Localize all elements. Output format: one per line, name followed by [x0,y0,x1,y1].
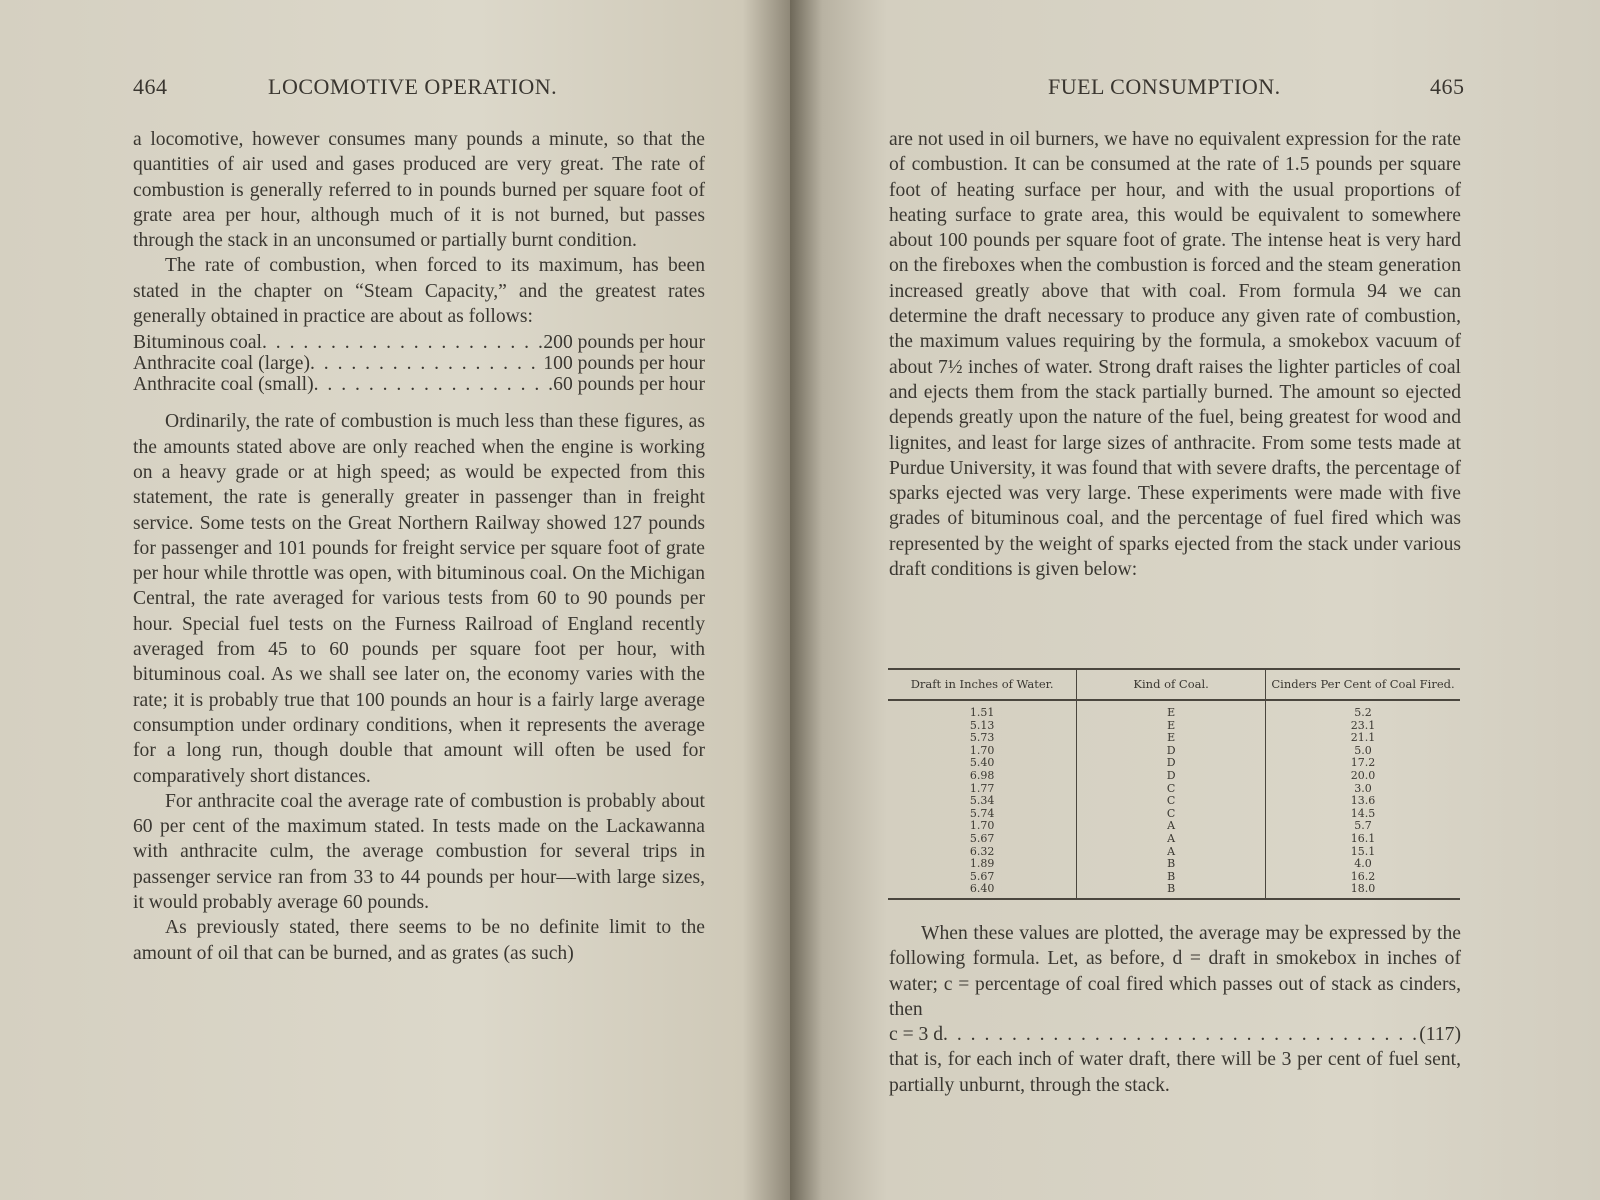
paragraph: Ordinarily, the rate of combustion is much less than these figures, as the amounts stated above are only reached when the engine is working on a heavy grade or at high speed; as would be expected from this statement, the rate is generally greater in passenger than in freight service. Some tests on the Great Northern Railway showed 127 pounds for passenger and 101 pounds for freight service per square foot of grate per hour while throttle was open, with bituminous coal. On the Michigan Central, the rate averaged for various tests from 60 to 90 pounds per hour. Special fuel tests on the Furness Railroad of England recently averaged from 45 to 60 pounds per square foot per hour, with bituminous coal. As we shall see later on, the economy varies with the rate; it is probably true that 100 pounds an hour is a fairly large average consumption under ordinary conditions, when it represents the average for a long run, though double that amount will often be used for comparatively short distances. [133,411,705,787]
draft-cell: 6.98 [888,770,1077,783]
cinders-cell: 5.2 [1354,706,1372,719]
rate-row [133,374,705,395]
running-head: LOCOMOTIVE OPERATION. [268,74,558,99]
rate-value: 200 pounds per hour [543,332,705,354]
draft-cell: 5.67 [888,833,1077,846]
paragraph: The rate of combustion, when forced to its maximum, has been stated in the chapter on “Steam Capacity,” and the greatest rates generally obtained in practice are about as follows: [133,255,705,328]
dot-leader [310,353,543,374]
coal-cell: C [1077,783,1266,796]
coal-cell: C [1077,808,1266,821]
draft-cell: 1.70 [888,745,1077,758]
cinders-cell: 18.0 [1266,883,1461,899]
cinders-table [888,668,1460,900]
draft-cell: 1.77 [888,783,1077,796]
paragraph: that is, for each inch of water draft, there will be 3 per cent of fuel sent, partially unburnt, through the stack. [889,1049,1461,1096]
paragraph: a locomotive, however consumes many pounds a minute, so that the quantities of air used and gases produced are very great. The rate of combustion is generally referred to in pounds burned per square foot of grate area per hour, although much of it is not burned, but passes through the stack in an unconsumed or partially burnt condition. [133,129,705,252]
rate-label: Anthracite coal (small) [133,374,314,396]
cinders-cell: 17.2 [1350,756,1376,770]
cinders-cell: 3.0 [1354,781,1372,795]
dot-leader [314,374,554,395]
draft-cell: 5.74 [888,808,1077,821]
cinders-cell: 14.5 [1350,806,1376,820]
table-row [888,833,1460,846]
draft-cell: 1.51 [888,700,1077,720]
right-body-bottom [889,921,1461,1098]
page-number: 465 [1430,74,1465,99]
draft-cell: 5.34 [888,795,1077,808]
draft-cell: 6.40 [888,883,1077,899]
running-head: FUEL CONSUMPTION. [1048,74,1281,99]
coal-cell: D [1077,745,1266,758]
formula-expression: c = 3 d [889,1024,944,1046]
rate-label: Anthracite coal (large) [133,353,310,375]
cinders-cell: 4.0 [1354,857,1372,871]
left-page [0,0,790,1200]
column-header: Kind of Coal. [1077,669,1266,700]
draft-cell: 5.40 [888,757,1077,770]
cinders-cell: 13.6 [1350,794,1376,808]
coal-cell: E [1077,700,1266,720]
draft-cell: 5.13 [888,720,1077,733]
draft-cell: 1.89 [888,858,1077,871]
coal-cell: B [1077,883,1266,899]
coal-cell: D [1077,770,1266,783]
cinders-cell: 20.0 [1350,768,1376,782]
coal-cell: B [1077,871,1266,884]
left-body [133,127,705,966]
cinders-cell: 5.7 [1354,819,1372,833]
draft-cell: 6.32 [888,846,1077,859]
dot-leader [262,332,543,353]
paragraph: are not used in oil burners, we have no equivalent expression for the rate of combustion. It can be consumed at the rate of 1.5 pounds per square foot of heating surface per hour, and with the usual proportions of heating surface to grate area, this would be equivalent to somewhere about 100 pounds per square foot of grate. The intense heat is very hard on the fireboxes when the combustion is forced and the steam generation increased greatly above that with coal. From formula 94 we can determine the draft necessary to produce any given rate of combustion, the maximum values requiring by the formula, a smokebox vacuum of about 7½ inches of water. Strong draft raises the lighter particles of coal and ejects them from the stack partially burned. The amount so ejected depends greatly upon the nature of the fuel, being greatest for wood and lignites, and least for large sizes of anthracite. From some tests made at Purdue University, it was found that with severe drafts, the percentage of sparks ejected was very large. These experiments were made with five grades of bituminous coal, and the percentage of fuel fired which was represented by the weight of sparks ejected from the stack under various draft conditions is given below: [889,129,1461,581]
table-row [888,770,1460,783]
paragraph: As previously stated, there seems to be no definite limit to the amount of oil that can be burned, and as grates (as such) [133,917,705,964]
draft-cell: 5.67 [888,871,1077,884]
right-body-top [889,127,1461,582]
cinders-cell: 16.2 [1350,869,1376,883]
paragraph: For anthracite coal the average rate of combustion is probably about 60 per cent of the maximum stated. In tests made on the Lackawanna with anthracite culm, the average combustion for several trips in passenger service ran from 33 to 44 pounds per hour—with large sizes, it would probably average 60 pounds. [133,790,705,914]
rate-value: 60 pounds per hour [553,374,705,396]
coal-cell: A [1077,833,1266,846]
table-row [888,700,1460,720]
table-row [888,795,1460,808]
combustion-rates-list [133,332,705,395]
rate-value: 100 pounds per hour [543,353,705,375]
cinders-cell: 23.1 [1350,718,1376,732]
cinders-cell: 5.0 [1354,743,1372,757]
coal-cell: B [1077,858,1266,871]
table-body [888,700,1460,899]
coal-cell: E [1077,732,1266,745]
draft-cell: 5.73 [888,732,1077,745]
cinders-cell: 16.1 [1350,831,1376,845]
rate-row [133,353,705,374]
coal-cell: C [1077,795,1266,808]
table-row [888,732,1460,745]
draft-cell: 1.70 [888,820,1077,833]
table-row [888,883,1460,899]
rate-label: Bituminous coal [133,332,262,354]
column-header: Cinders Per Cent of Coal Fired. [1266,669,1461,700]
formula-number: (117) [1419,1024,1461,1046]
cinders-cell: 15.1 [1350,844,1376,858]
paragraph: When these values are plotted, the average may be expressed by the following formula. Let, as before, d = draft in smokebox in inches of water; c = percentage of coal fired which passes out of stack as cinders, then [889,923,1461,1020]
page-number: 464 [133,74,168,99]
right-page [790,0,1600,1200]
coal-cell: D [1077,757,1266,770]
coal-cell: A [1077,846,1266,859]
cinders-cell: 21.1 [1350,731,1376,745]
column-header: Draft in Inches of Water. [888,669,1077,700]
dot-leader [943,1022,1419,1047]
coal-cell: E [1077,720,1266,733]
coal-cell: A [1077,820,1266,833]
formula-117 [889,1022,1461,1047]
rate-row [133,332,705,353]
table-row [888,858,1460,871]
